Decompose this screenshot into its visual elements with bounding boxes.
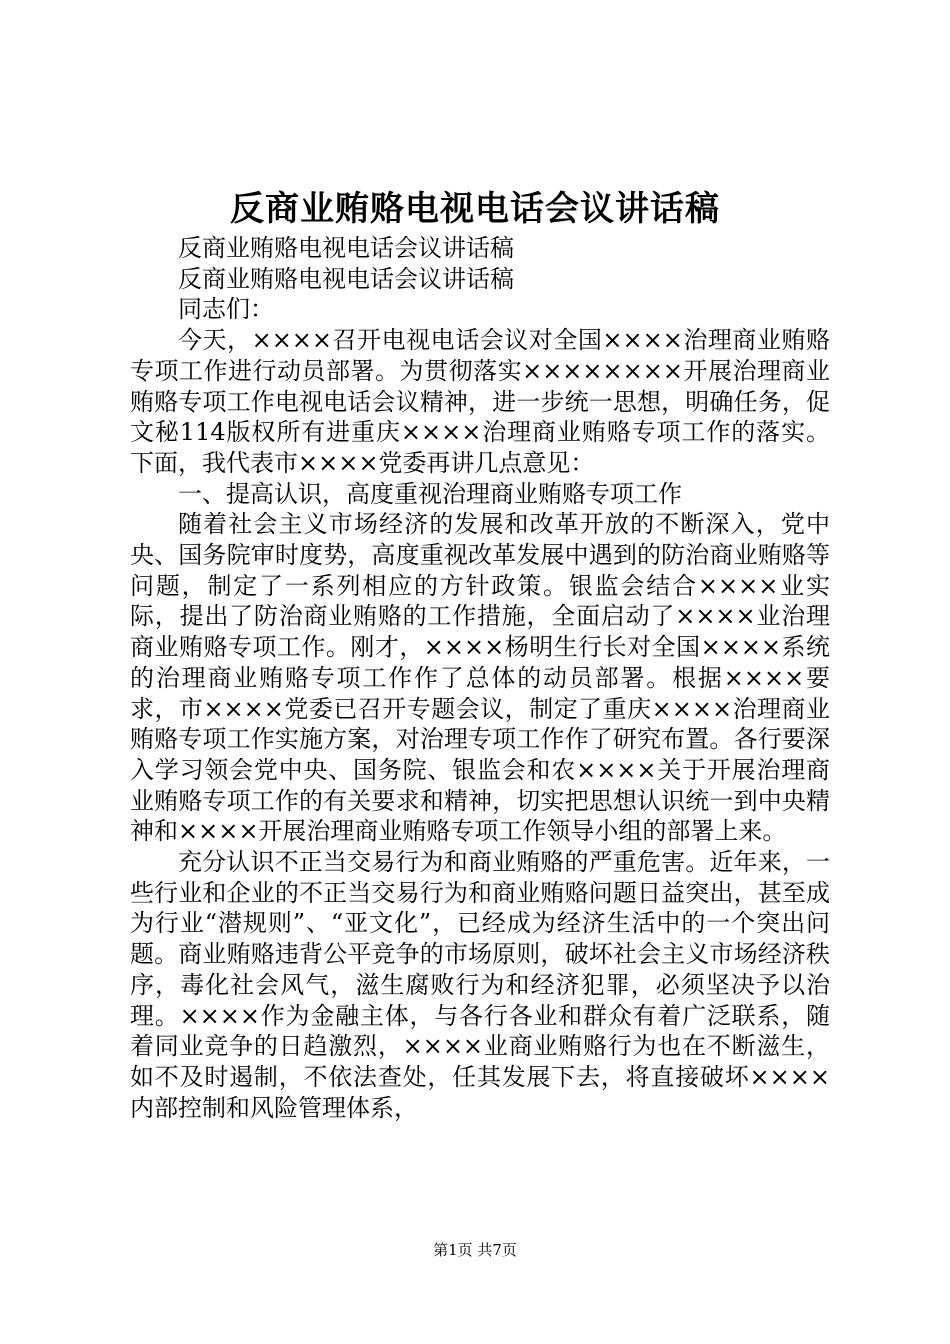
document-body [130,233,830,1123]
section-heading-1: 一、提高认识，高度重视治理商业贿赂专项工作 [178,479,682,508]
salutation: 同志们： [178,295,274,324]
subtitle-line-1: 反商业贿赂电视电话会议讲话稿 [178,234,514,262]
subtitle-line-2: 反商业贿赂电视电话会议讲话稿 [178,264,514,293]
page-footer: 第1页 共7页 [433,1241,517,1259]
paragraph-intro: 今天，××××召开电视电话会议对全国××××治理商业贿赂专项工作进行动员部署。为贯彻落实××××××××开展治理商业贿赂专项工作电视电话会议精神，进一步统一思想，明确任务，促文秘114版权所有进重庆××××治理商业贿赂专项工作的落实。下面，我代表市××××党委再讲几点意见： [130,326,830,477]
document-title: 反商业贿赂电视电话会议讲话稿 [230,189,720,229]
paragraph-harm: 充分认识不正当交易行为和商业贿赂的严重危害。近年来，一些行业和企业的不正当交易行为和商业贿赂问题日益突出，甚至成为行业“潜规则”、“亚文化”，已经成为经济生活中的一个突出问题。商业贿赂违背公平竞争的市场原则，破坏社会主义市场经济秩序，毒化社会风气，滋生腐败行为和经济犯罪，必须坚决予以治理。××××作为金融主体，与各行各业和群众有着广泛联系，随着同业竞争的日趋激烈，××××业商业贿赂行为也在不断滋生，如不及时遏制，不依法查处，任其发展下去，将直接破坏××××内部控制和风险管理体系， [130,848,830,1122]
paragraph-background: 随着社会主义市场经济的发展和改革开放的不断深入，党中央、国务院审时度势，高度重视改革发展中遇到的防治商业贿赂等问题，制定了一系列相应的方针政策。银监会结合××××业实际，提出了防治商业贿赂的工作措施，全面启动了××××业治理商业贿赂专项工作。刚才，××××杨明生行长对全国××××系统的治理商业贿赂专项工作作了总体的动员部署。根据××××要求，市××××党委已召开专题会议，制定了重庆××××治理商业贿赂专项工作实施方案，对治理专项工作作了研究布置。各行要深入学习领会党中央、国务院、银监会和农××××关于开展治理商业贿赂专项工作的有关要求和精神，切实把思想认识统一到中央精神和××××开展治理商业贿赂专项工作领导小组的部署上来。 [130,510,830,846]
